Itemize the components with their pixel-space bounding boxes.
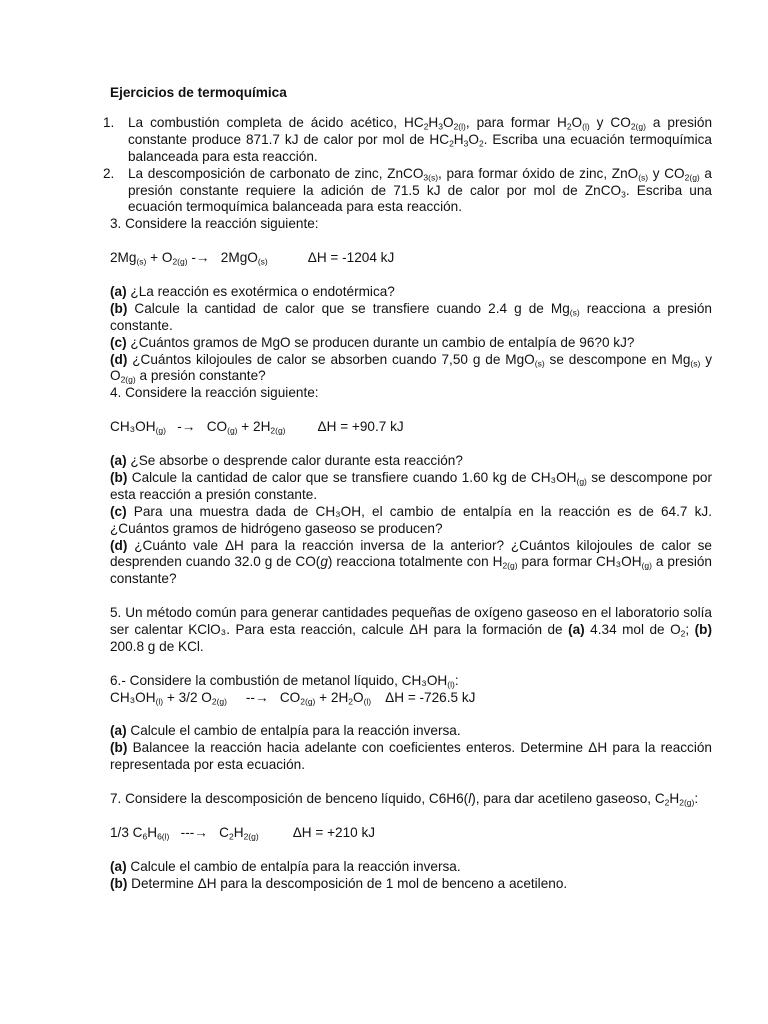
exercise-3-c: (c) ¿Cuántos gramos de MgO se producen durante un cambio de entalpía de 96?0 kJ? — [110, 334, 635, 350]
exercise-4-equation: $CH_3OH_{(g)} -\to CO_{(g)} + 2H_{2(g)}$ ΔH = +90.7 kJ — [110, 419, 404, 436]
exercise-6-equation: $CH_3OH_{(l)} + 3/2$ $O_{2(g)}$ --→ $CO_{2(g)} + 2H_2O_{(l)}$ ΔH = -726.5 kJ — [110, 689, 476, 707]
exercise-3-d: (d) ¿Cuántos kilojoules de calor se absorben cuando 7,50 g de MgO$_{(s)}$ se descompone en $Mg_{(s)}$ y $O_{2(g)}$ a presión constante? — [110, 351, 712, 385]
exercise-3-delta-h: ΔH = -1204 kJ — [307, 250, 395, 266]
exercise-4-heading: 4. Considere la reacción siguiente: — [110, 385, 319, 401]
exercise-7-b: (b) Determine ΔH para la descomposición de 1 mol de benceno a acetileno. — [110, 875, 568, 891]
exercise-3 — [110, 216, 712, 385]
exercise-3-equation: $2Mg_{(s)} + O_{2(g)} -\to 2MgO_{(s)}$ ΔH = -1204 kJ — [110, 250, 395, 267]
exercise-1: 1. La combustión completa de ácido acético, $HC_2H_3O_{2(l)}$, para formar $H_2O_{(l)}$ y $CO_{2(g)}$ a presión constante produce 871.7 kJ de calor por mol de $HC_2H_3O_2$. Escriba una ecuación termoquímica balanceada para esta reacción. — [103, 114, 713, 164]
exercise-5: 5. Un método común para generar cantidades pequeñas de oxígeno gaseoso en el laboratorio solía ser calentar KClO₃. Para esta reacción, calcule ΔH para la formación de (a) 4.34 mol de $O_2$; (b) 200.8 g de KCl. — [110, 605, 712, 654]
exercise-6 — [110, 673, 712, 774]
document-content — [103, 85, 713, 892]
exercise-4-a: (a) ¿Se absorbe o desprende calor durante esta reacción? — [110, 452, 463, 468]
exercise-7-a: (a) Calcule el cambio de entalpía para la reacción inversa. — [110, 858, 461, 874]
page-title: Ejercicios de termoquímica — [110, 85, 287, 100]
exercise-6-heading: 6.- Considere la combustión de metanol líquido, $CH_3OH_{(l)}$: — [110, 672, 459, 690]
exercise-7 — [110, 791, 712, 892]
exercise-4-c: (c) Para una muestra dada de CH₃OH, el cambio de entalpía en la reacción es de 64.7 kJ. ¿Cuántos gramos de hidrógeno gaseoso se producen? — [110, 503, 712, 536]
exercise-6-b: (b) Balancee la reacción hacia adelante con coeficientes enteros. Determine ΔH para la reacción representada por esta ecuación. — [110, 740, 712, 773]
exercise-6-delta-h: ΔH = -726.5 kJ — [385, 689, 476, 705]
exercise-6-a: (a) Calcule el cambio de entalpía para la reacción inversa. — [110, 723, 461, 739]
exercise-7-equation: 1/3 $C_6H_{6(l)}$ ---→ $C_2H_{2(g)}$ ΔH = +210 kJ — [110, 824, 376, 842]
exercise-4 — [110, 385, 712, 588]
exercise-4-b: (b) Calcule la cantidad de calor que se transfiere cuando 1.60 kg de $CH_3OH_{(g)}$ se descompone por esta reacción a presión constante. — [110, 469, 712, 502]
exercise-7-delta-h: ΔH = +210 kJ — [292, 824, 376, 840]
exercise-3-a: (a) ¿La reacción es exotérmica o endotérmica? — [110, 283, 395, 299]
exercise-7-heading: 7. Considere la descomposición de benceno líquido, C6H6(l), para dar acetileno gaseoso, $C_2H_{2(g)}$: — [110, 791, 699, 808]
exercise-3-b: (b) Calcule la cantidad de calor que se transfiere cuando 2.4 g de $Mg_{(s)}$ reacciona a presión constante. — [110, 300, 712, 333]
exercise-2-number: 2. — [103, 165, 115, 181]
exercise-1-number: 1. — [103, 114, 115, 130]
exercise-3-heading: 3. Considere la reacción siguiente: — [110, 216, 319, 232]
exercise-4-delta-h: ΔH = +90.7 kJ — [317, 419, 404, 435]
exercise-2: 2. La descomposición de carbonato de zinc, ZnCO$_{3(s)}$, para formar óxido de zinc, ZnO$_{(s)}$ y $CO_{2(g)}$ a presión constante requiere la adición de 71.5 kJ de calor por mol de ZnCO$_3$. Escriba una ecuación termoquímica balanceada para esta reacción. — [103, 165, 712, 215]
exercise-4-d: (d) ¿Cuánto vale ΔH para la reacción inversa de la anterior? ¿Cuántos kilojoules de calor se desprenden cuando 32.0 g de CO(g) reacciona totalmente con $H_{2(g)}$ para formar $CH_3OH_{(g)}$ a presión constante? — [110, 537, 712, 587]
